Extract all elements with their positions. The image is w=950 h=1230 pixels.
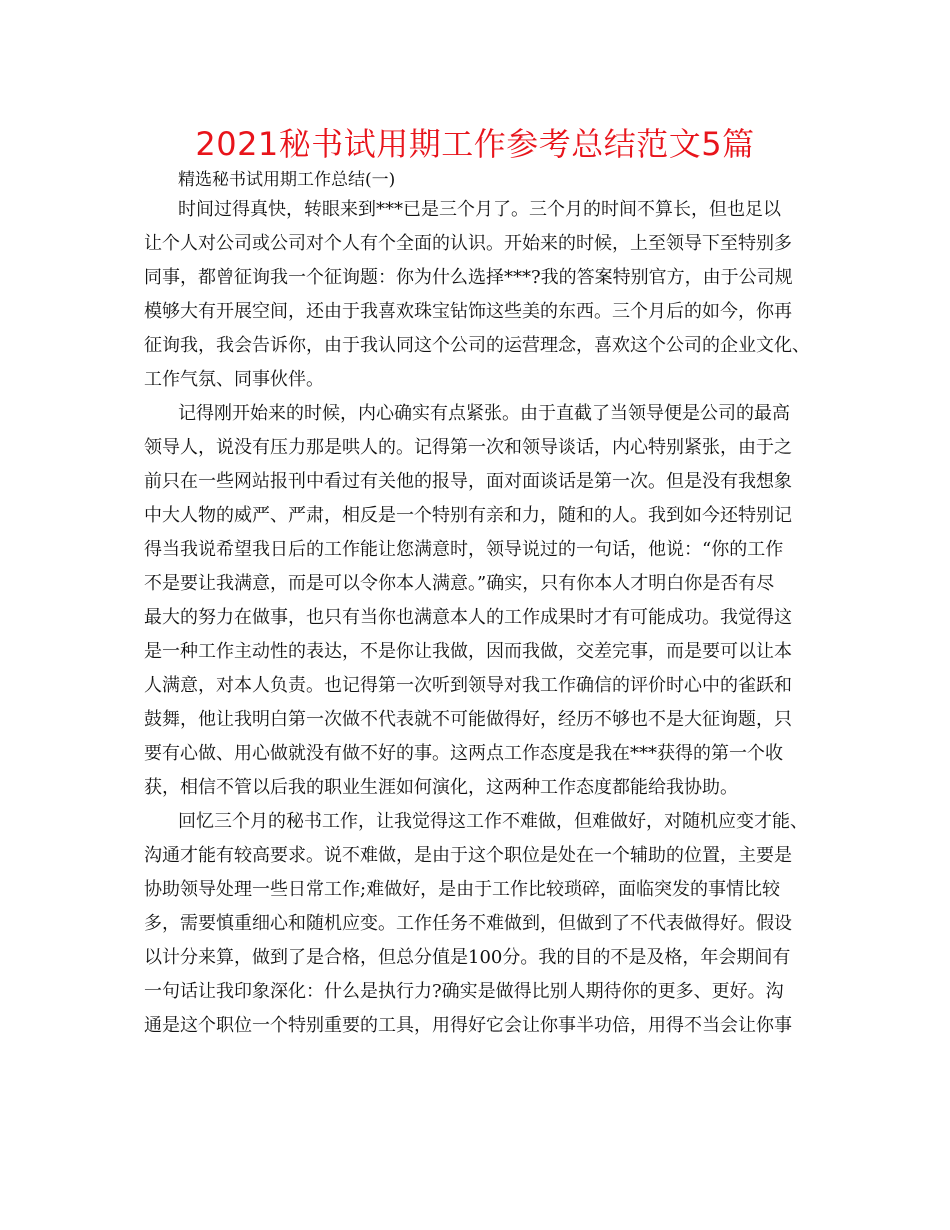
text-line: 鼓舞，他让我明白第一次做不代表就不可能做得好，经历不够也不是大征询题，只 [144,709,792,730]
paragraph-3 [144,805,824,1043]
text-line: 获，相信不管以后我的职业生涯如何演化，这两种工作态度都能给我协助。 [144,777,738,798]
text-line: 一句话让我印象深化：什么是执行力?确实是做得比别人期待你的更多、更好。沟 [144,981,784,1002]
section-subheading [144,167,824,193]
document-title: 2021秘书试用期工作参考总结范文5篇 [195,125,755,163]
text-line: 让个人对公司或公司对个人有个全面的认识。开始来的时候，上至领导下至特别多 [144,233,792,254]
text-line: 时间过得真快，转眼来到***已是三个月了。三个月的时间不算长，但也足以 [178,199,781,220]
text-line: 是一种工作主动性的表达，不是你让我做，因而我做，交差完事，而是要可以让本 [144,641,792,662]
text-line: 协助领导处理一些日常工作;难做好，是由于工作比较琐碎，面临突发的事情比较 [144,879,781,900]
text-line: 人满意，对本人负责。也记得第一次听到领导对我工作确信的评价时心中的雀跃和 [144,675,792,696]
text-line: 记得刚开始来的时候，内心确实有点紧张。由于直截了当领导便是公司的最高 [178,403,790,424]
paragraph-1 [144,193,824,397]
text-line: 多，需要慎重细心和随机应变。工作任务不难做到，但做到了不代表做得好。假设 [144,913,792,934]
text-line: 中大人物的威严、严肃，相反是一个特别有亲和力，随和的人。我到如今还特别记 [144,505,792,526]
paragraph-2 [144,397,824,805]
subheading-text: 精选秘书试用期工作总结(一) [178,170,396,190]
text-line: 前只在一些网站报刊中看过有关他的报导，面对面谈话是第一次。但是没有我想象 [144,471,792,492]
text-line: 沟通才能有较高要求。说不难做，是由于这个职位是处在一个辅助的位置，主要是 [144,845,792,866]
text-line: 不是要让我满意，而是可以令你本人满意。”确实，只有你本人才明白你是否有尽 [144,573,775,594]
text-line: 同事，都曾征询我一个征询题：你为什么选择***?我的答案特别官方，由于公司规 [144,267,793,288]
text-line: 要有心做、用心做就没有做不好的事。这两点工作态度是我在***获得的第一个收 [144,743,783,764]
text-line: 征询我，我会告诉你，由于我认同这个公司的运营理念，喜欢这个公司的企业文化、 [144,335,810,356]
text-line: 最大的努力在做事，也只有当你也满意本人的工作成果时才有可能成功。我觉得这 [144,607,792,628]
text-line: 模够大有开展空间，还由于我喜欢珠宝钻饰这些美的东西。三个月后的如今，你再 [144,301,792,322]
document-body [144,167,824,1043]
text-line: 得当我说希望我日后的工作能让您满意时，领导说过的一句话，他说：“你的工作 [144,539,784,560]
text-line: 回忆三个月的秘书工作，让我觉得这工作不难做，但难做好，对随机应变才能、 [178,811,808,832]
text-line: 以计分来算，做到了是合格，但总分值是100分。我的目的不是及格，年会期间有 [144,947,791,968]
text-line: 通是这个职位一个特别重要的工具，用得好它会让你事半功倍，用得不当会让你事 [144,1015,792,1036]
text-line: 工作气氛、同事伙伴。 [144,369,324,390]
text-line: 领导人，说没有压力那是哄人的。记得第一次和领导谈话，内心特别紧张，由于之 [144,437,792,458]
